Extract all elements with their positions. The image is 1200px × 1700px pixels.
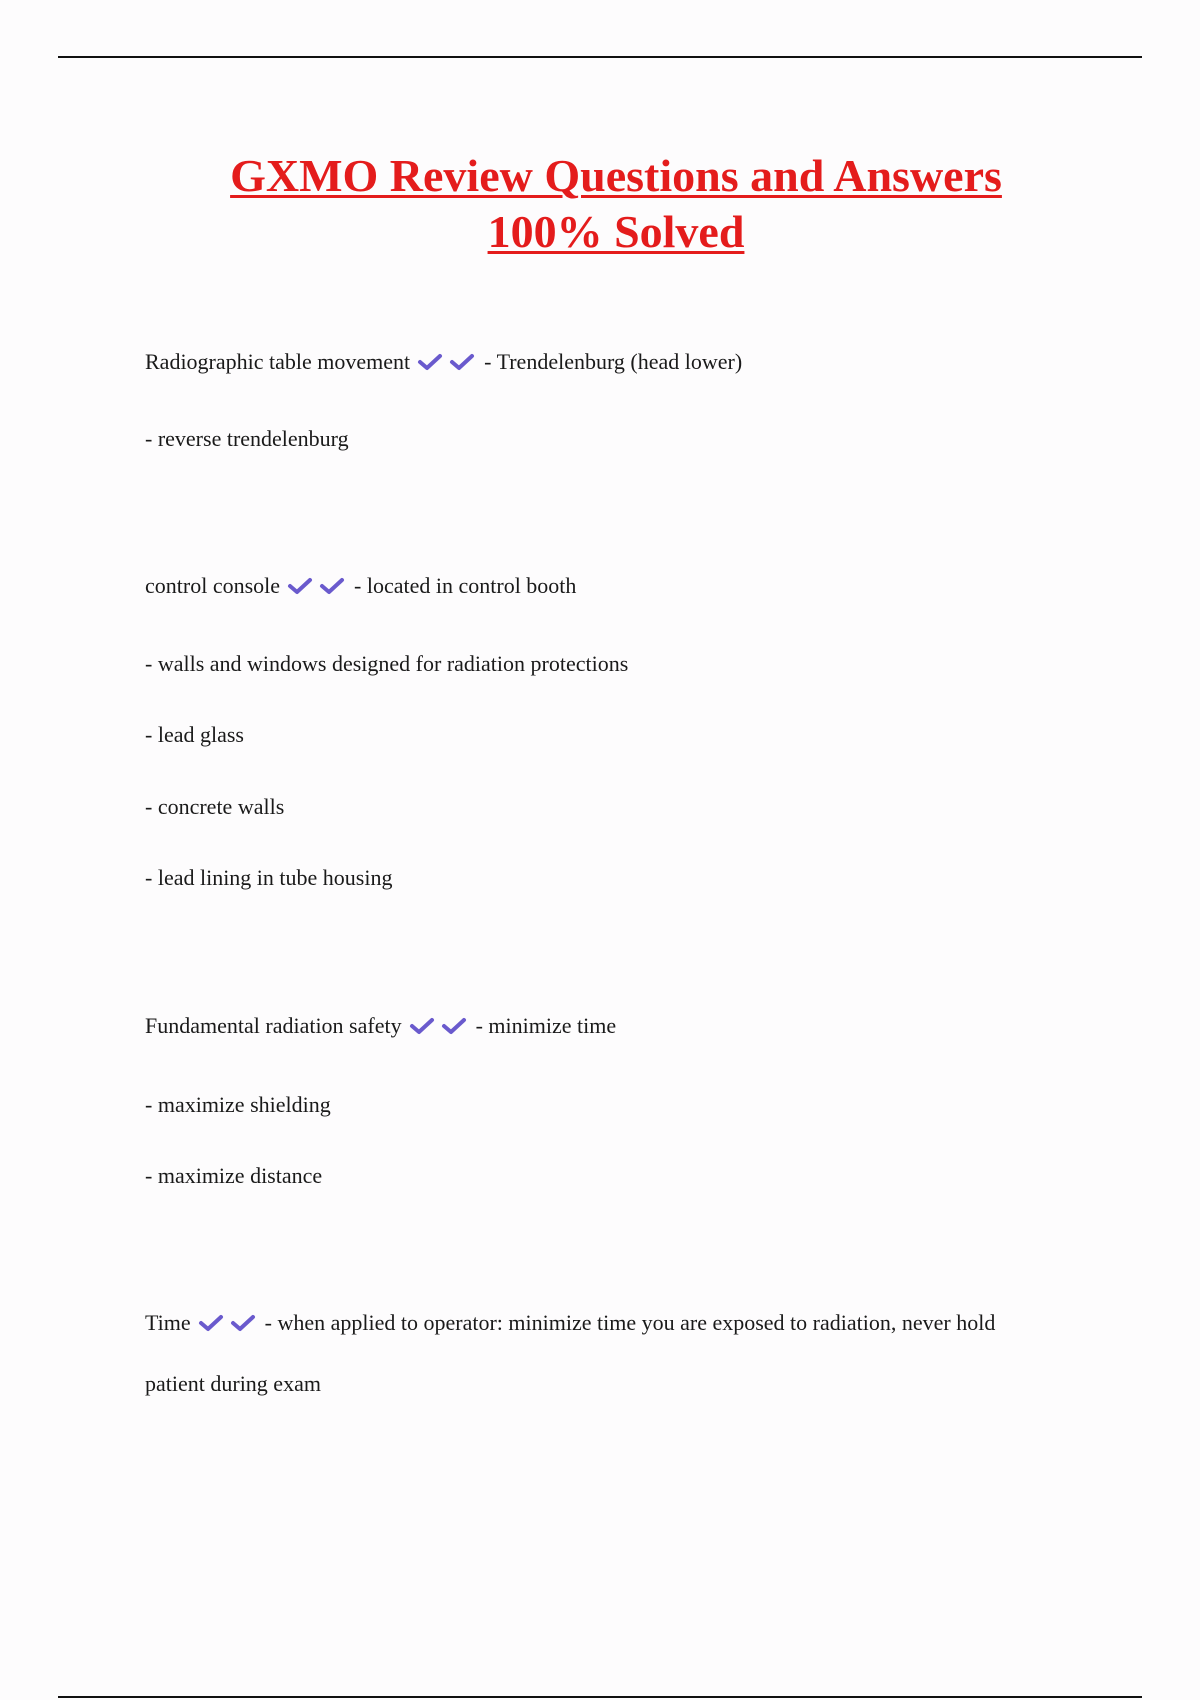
qa-answer: - located in control booth [354,573,577,598]
qa-row-1 [145,348,742,379]
qa-answer-line: patient during exam [145,1371,321,1396]
double-check-icon [197,1312,261,1340]
qa-term: Fundamental radiation safety [145,1013,402,1038]
qa-row-2 [145,572,576,603]
qa-term: Radiographic table movement [145,349,411,374]
title-line-2: 100% Solved [487,206,745,257]
qa-answer: - Trendelenburg (head lower) [484,349,743,374]
qa-term: control console [145,573,281,598]
qa-answer: - minimize time [475,1013,617,1038]
document-title [0,148,1200,260]
qa-answer-line: - concrete walls [145,794,285,819]
double-check-icon [286,575,350,603]
qa-row-4 [145,1309,995,1340]
qa-answer-line: - reverse trendelenburg [145,426,349,451]
qa-row-3 [145,1012,616,1043]
qa-term: Time [145,1310,191,1335]
header-rule [58,56,1142,58]
double-check-icon [416,351,480,379]
qa-answer-line: - lead lining in tube housing [145,865,393,890]
qa-answer-line: - maximize distance [145,1163,323,1188]
qa-answer: - when applied to operator: minimize time you are exposed to radiation, never hold [264,1310,996,1335]
footer-rule [58,1696,1142,1698]
qa-answer-line: - walls and windows designed for radiation protections [145,651,629,676]
double-check-icon [408,1015,472,1043]
qa-answer-line: - lead glass [145,722,244,747]
title-line-1: GXMO Review Questions and Answers [230,150,1002,201]
qa-answer-line: - maximize shielding [145,1092,331,1117]
